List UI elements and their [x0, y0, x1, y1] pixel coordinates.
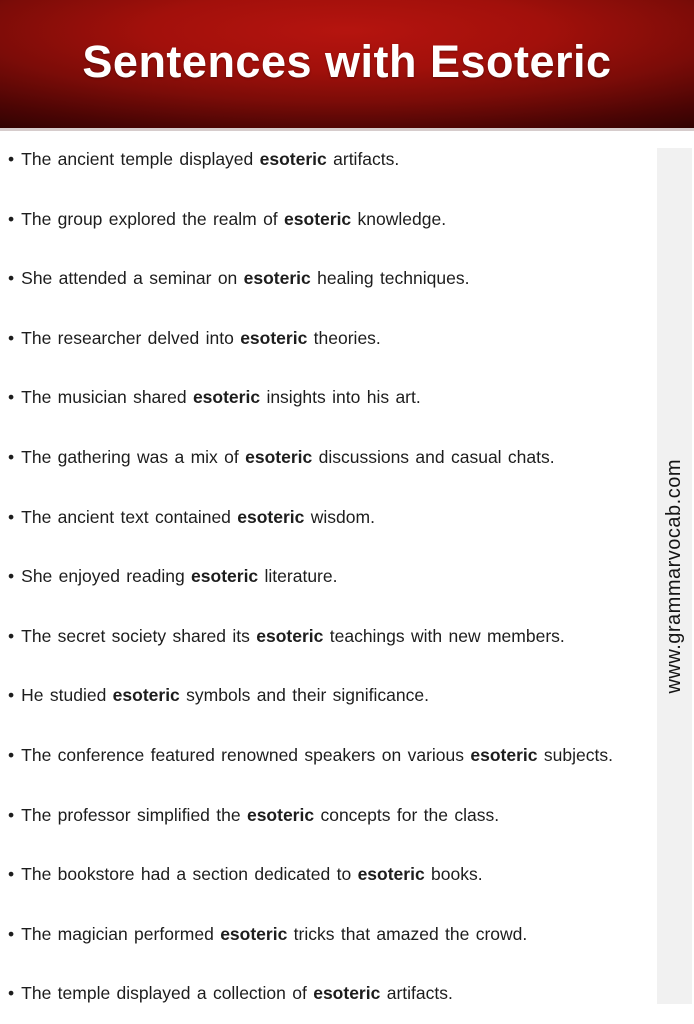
sentence-item	[8, 446, 647, 468]
keyword-bold: esoteric	[470, 744, 538, 765]
keyword-bold: esoteric	[191, 566, 259, 587]
sentence-text-post: theories.	[307, 327, 381, 348]
website-watermark: www.grammarvocab.com	[663, 458, 685, 694]
sentence-text-pre: The secret society shared its	[21, 625, 257, 646]
sentence-text-pre: The conference featured renowned speakers on various	[21, 744, 471, 765]
keyword-bold: esoteric	[357, 864, 425, 885]
page-title: Sentences with Esoteric	[82, 36, 612, 87]
sentence-text-pre: She enjoyed reading	[21, 566, 192, 587]
sentence-item	[8, 506, 647, 528]
sentence-text-post: artifacts.	[380, 983, 453, 1004]
keyword-bold: esoteric	[313, 983, 381, 1004]
sentence-text-pre: The bookstore had a section dedicated to	[21, 864, 358, 885]
bullet-marker: •	[8, 625, 15, 646]
sentence-item	[8, 684, 647, 706]
bullet-marker: •	[8, 268, 15, 289]
sentence-item	[8, 267, 647, 289]
sentence-item	[8, 982, 647, 1004]
keyword-bold: esoteric	[237, 506, 305, 527]
sentence-item	[8, 744, 647, 766]
sentence-text-post: artifacts.	[326, 149, 400, 169]
bullet-marker: •	[8, 923, 15, 944]
sentence-item	[8, 625, 647, 647]
sentence-text-post: books.	[424, 864, 483, 885]
sentence-text-pre: The temple displayed a collection of	[21, 983, 314, 1004]
sentence-item	[8, 923, 647, 945]
sentence-item	[8, 386, 647, 408]
watermark-strip	[657, 148, 692, 1004]
bullet-marker: •	[8, 327, 15, 348]
sentence-text-post: tricks that amazed the crowd.	[287, 923, 528, 944]
sentence-item	[8, 565, 647, 587]
sentence-text-post: insights into his art.	[260, 387, 421, 408]
keyword-bold: esoteric	[220, 923, 288, 944]
sentence-text-pre: The magician performed	[21, 923, 221, 944]
bullet-marker: •	[8, 387, 15, 408]
bullet-marker: •	[8, 744, 15, 765]
keyword-bold: esoteric	[284, 208, 352, 229]
sentence-text-pre: He studied	[21, 685, 113, 706]
bullet-marker: •	[8, 864, 15, 885]
sentence-item	[8, 148, 647, 170]
sentence-text-post: concepts for the class.	[314, 804, 500, 825]
keyword-bold: esoteric	[256, 625, 324, 646]
sentence-text-pre: The ancient text contained	[21, 506, 238, 527]
bullet-marker: •	[8, 804, 15, 825]
keyword-bold: esoteric	[192, 387, 261, 408]
bullet-marker: •	[8, 983, 15, 1004]
sentence-list	[0, 131, 655, 1004]
bullet-marker: •	[8, 506, 15, 527]
sentence-text-pre: She attended a seminar on	[21, 268, 244, 289]
keyword-bold: esoteric	[240, 327, 308, 348]
header-banner	[0, 0, 694, 131]
sentence-text-pre: The ancient temple displayed	[21, 149, 260, 169]
keyword-bold: esoteric	[245, 446, 313, 467]
bullet-marker: •	[8, 685, 15, 706]
sentence-text-post: subjects.	[537, 744, 613, 765]
sentence-item	[8, 327, 647, 349]
sentence-text-pre: The musician shared	[21, 387, 193, 408]
sentence-item	[8, 804, 647, 826]
keyword-bold: esoteric	[246, 804, 315, 825]
sentence-text-post: knowledge.	[351, 208, 447, 229]
sentence-item	[8, 208, 647, 230]
sentence-text-pre: The professor simplified the	[21, 804, 247, 825]
sentence-text-pre: The gathering was a mix of	[21, 446, 246, 467]
sentence-text-post: teachings with new members.	[323, 625, 565, 646]
bullet-marker: •	[8, 446, 15, 467]
sentence-text-post: literature.	[258, 566, 338, 587]
bullet-marker: •	[8, 149, 15, 169]
sentence-text-post: healing techniques.	[310, 268, 470, 289]
bullet-marker: •	[8, 566, 15, 587]
content-area	[0, 131, 655, 1024]
bullet-marker: •	[8, 208, 15, 229]
sentence-text-pre: The researcher delved into	[21, 327, 241, 348]
sentence-text-post: discussions and casual chats.	[312, 446, 555, 467]
sentence-text-pre: The group explored the realm of	[21, 208, 285, 229]
keyword-bold: esoteric	[112, 685, 180, 706]
sentence-item	[8, 863, 647, 885]
keyword-bold: esoteric	[243, 268, 311, 289]
sentence-text-post: symbols and their significance.	[179, 685, 429, 706]
keyword-bold: esoteric	[259, 149, 327, 169]
sentence-text-post: wisdom.	[304, 506, 375, 527]
